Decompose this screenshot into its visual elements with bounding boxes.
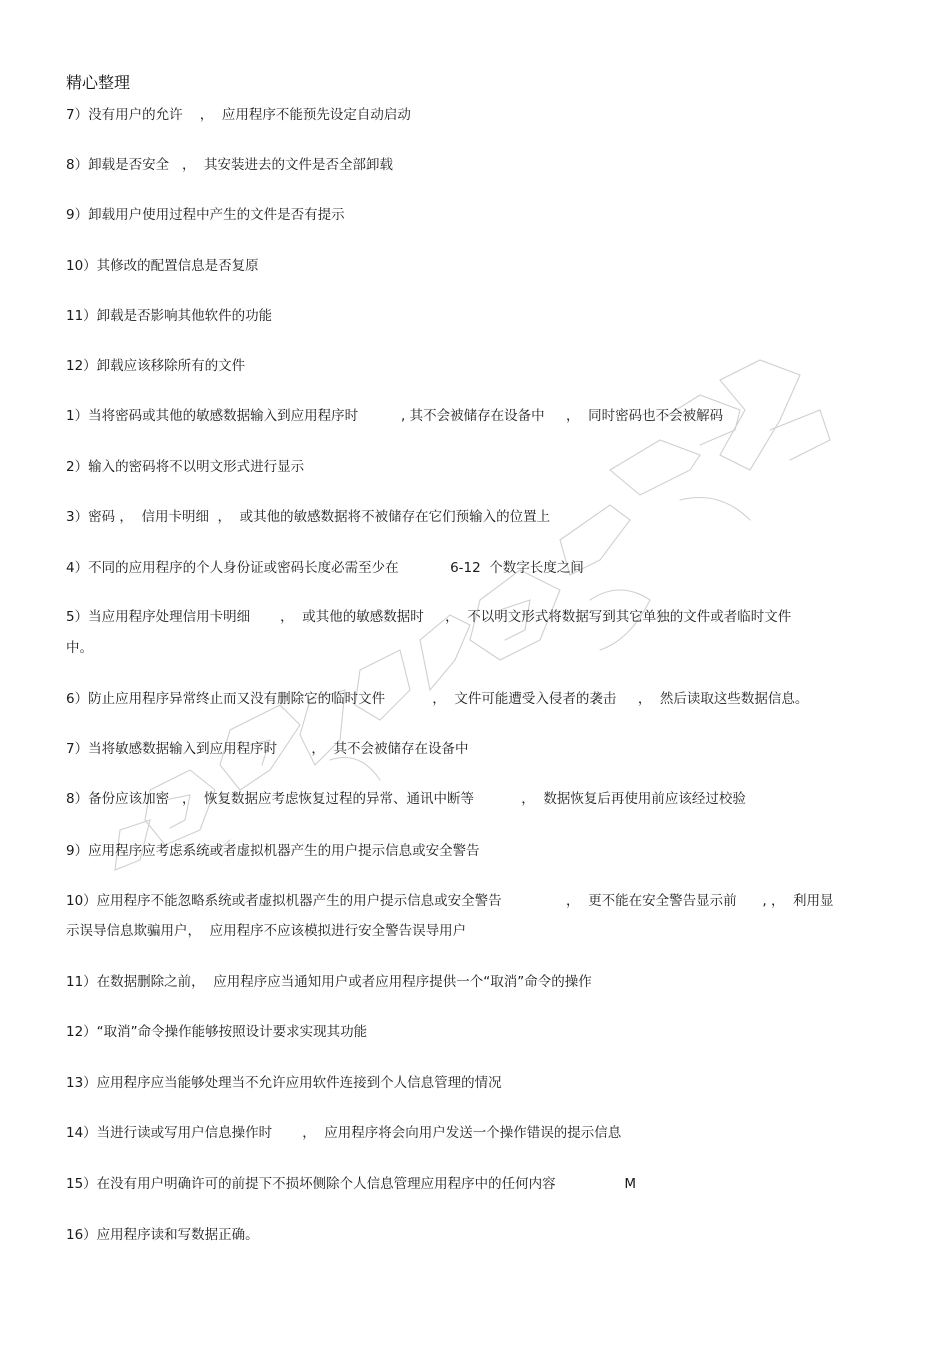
list-item: 6）防止应用程序异常终止而又没有删除它的临时文件 ， 文件可能遭受入侵者的袭击 ， 然后读取这些数据信息。	[66, 691, 809, 707]
list-item: 9）应用程序应考虑系统或者虚拟机器产生的用户提示信息或安全警告	[66, 843, 480, 859]
list-item: 8）卸载是否安全 ， 其安装进去的文件是否全部卸载	[66, 157, 394, 173]
list-item-continuation: 示误导信息欺骗用户， 应用程序不应该模拟进行安全警告误导用户	[66, 923, 467, 939]
list-item: 7）没有用户的允许 ， 应用程序不能预先设定自动启动	[66, 107, 411, 123]
list-item: 5）当应用程序处理信用卡明细 ， 或其他的敏感数据时 ， 不以明文形式将数据写到其它单独的文件或者临时文件	[66, 609, 792, 625]
list-item: 12）卸载应该移除所有的文件	[66, 358, 246, 374]
list-item: 2）输入的密码将不以明文形式进行显示	[66, 459, 305, 475]
list-item: 3）密码 ， 信用卡明细 ， 或其他的敏感数据将不被储存在它们预输入的位置上	[66, 509, 551, 525]
list-item: 16）应用程序读和写数据正确。	[66, 1227, 259, 1243]
list-item: 9）卸载用户使用过程中产生的文件是否有提示	[66, 207, 345, 223]
list-item: 11）在数据删除之前， 应用程序应当通知用户或者应用程序提供一个“取消”命令的操作	[66, 974, 592, 990]
list-item: 1）当将密码或其他的敏感数据输入到应用程序时 , 其不会被储存在设备中 ， 同时密码也不会被解码	[66, 408, 724, 424]
list-item-continuation: 中。	[66, 640, 93, 656]
list-item: 10）应用程序不能忽略系统或者虚拟机器产生的用户提示信息或安全警告 ， 更不能在安全警告显示前 , ， 利用显	[66, 893, 834, 909]
list-item: 11）卸载是否影响其他软件的功能	[66, 308, 273, 324]
list-item: 12）“取消”命令操作能够按照设计要求实现其功能	[66, 1024, 368, 1040]
list-item: 10）其修改的配置信息是否复原	[66, 258, 259, 274]
list-item: 8）备份应该加密 ， 恢复数据应考虑恢复过程的异常、通讯中断等 ， 数据恢复后再使用前应该经过校验	[66, 791, 746, 807]
list-item: 4）不同的应用程序的个人身份证或密码长度必需至少在 6-12 个数字长度之间	[66, 560, 584, 576]
list-item: 13）应用程序应当能够处理当不允许应用软件连接到个人信息管理的情况	[66, 1075, 502, 1091]
list-item: 15）在没有用户明确许可的前提下不损坏侧除个人信息管理应用程序中的任何内容 M	[66, 1176, 636, 1192]
list-item: 7）当将敏感数据输入到应用程序时 ， 其不会被储存在设备中	[66, 741, 469, 757]
list-item: 14）当进行读或写用户信息操作时 ， 应用程序将会向用户发送一个操作错误的提示信息	[66, 1125, 622, 1141]
page-header: 精心整理	[66, 73, 131, 92]
